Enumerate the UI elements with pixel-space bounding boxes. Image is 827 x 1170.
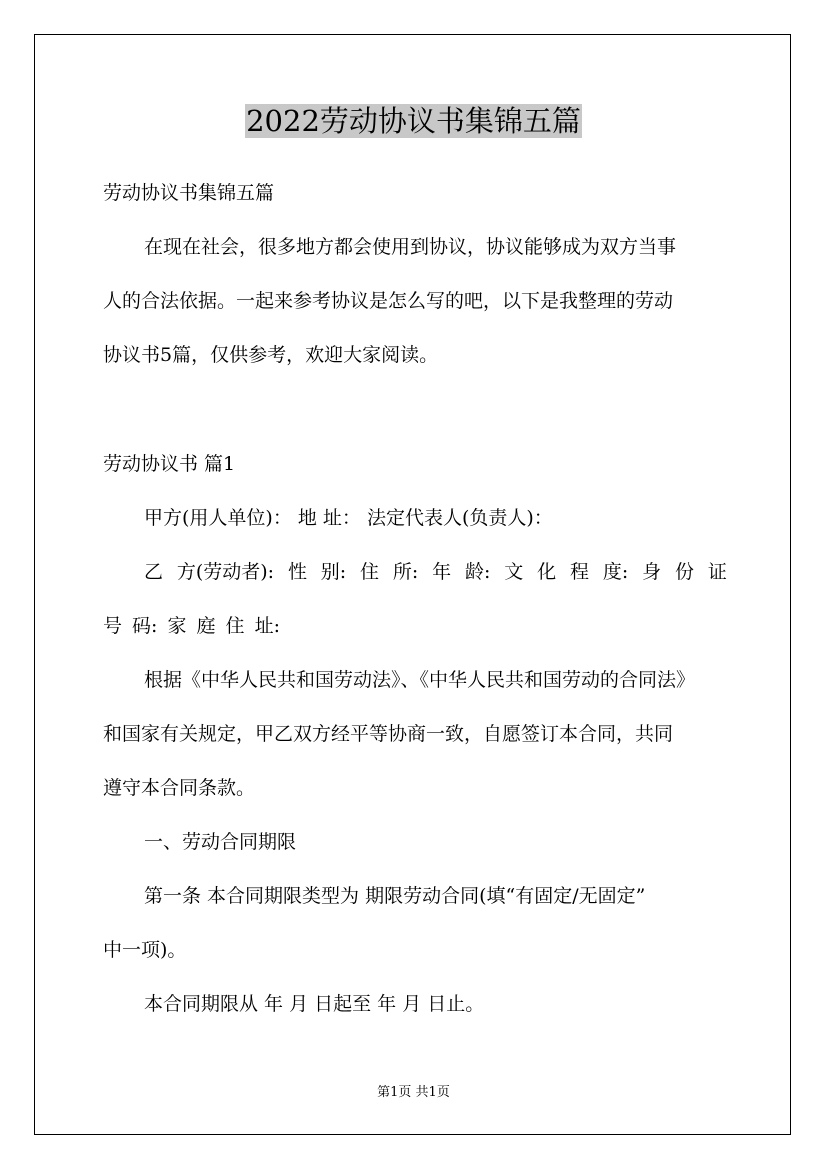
party-b-token: 度: xyxy=(602,561,629,583)
party-b-token: 文 xyxy=(504,561,524,583)
basis-line-1: 根据《中华人民共和国劳动法》、《中华人民共和国劳动的合同法》 xyxy=(144,669,696,691)
party-b-token: 所: xyxy=(392,561,419,583)
page-footer: 第1页 共1页 xyxy=(377,1085,450,1100)
contract-term-line: 本合同期限从 年 月 日起至 年 月 日止。 xyxy=(144,993,485,1015)
article-1-line-1: 第一条 本合同期限类型为 期限劳动合同(填“有固定/无固定” xyxy=(144,885,646,907)
party-b-token: 别: xyxy=(320,561,347,583)
party-b-token: 身 xyxy=(642,561,662,583)
party-b-token: 化 xyxy=(537,561,557,583)
party-b-line-1 xyxy=(144,559,727,585)
document-subtitle: 劳动协议书集锦五篇 xyxy=(103,182,275,204)
intro-line-3: 协议书5篇，仅供参考，欢迎大家阅读。 xyxy=(103,344,439,366)
party-b-token: 份 xyxy=(674,561,694,583)
intro-line-1: 在现在社会，很多地方都会使用到协议，协议能够成为双方当事 xyxy=(144,236,677,258)
party-b-token: 性 xyxy=(287,561,307,583)
party-a-line: 甲方(用人单位)： 地 址： 法定代表人(负责人)： xyxy=(144,507,553,529)
party-b-token: 住 xyxy=(360,561,380,583)
basis-line-2: 和国家有关规定，甲乙双方经平等协商一致，自愿签订本合同，共同 xyxy=(103,723,674,745)
document-title: 2022劳动协议书集锦五篇 xyxy=(246,104,581,138)
party-b-token: 龄: xyxy=(465,561,491,583)
section-heading: 劳动协议书 篇1 xyxy=(103,453,236,475)
party-b-token: 方(劳动者): xyxy=(176,561,275,583)
article-1-line-2: 中一项)。 xyxy=(103,939,187,961)
party-b-token: 乙 xyxy=(144,561,164,583)
party-b-token: 年 xyxy=(432,561,452,583)
basis-line-3: 遵守本合同条款。 xyxy=(103,777,256,799)
clause-heading: 一、劳动合同期限 xyxy=(144,831,297,853)
intro-line-2: 人的合法依据。一起来参考协议是怎么写的吧，以下是我整理的劳动 xyxy=(103,290,674,312)
party-b-token: 程 xyxy=(569,561,589,583)
party-b-line-2: 号 码: 家 庭 住 址: xyxy=(103,615,281,637)
party-b-token: 证 xyxy=(707,561,727,583)
